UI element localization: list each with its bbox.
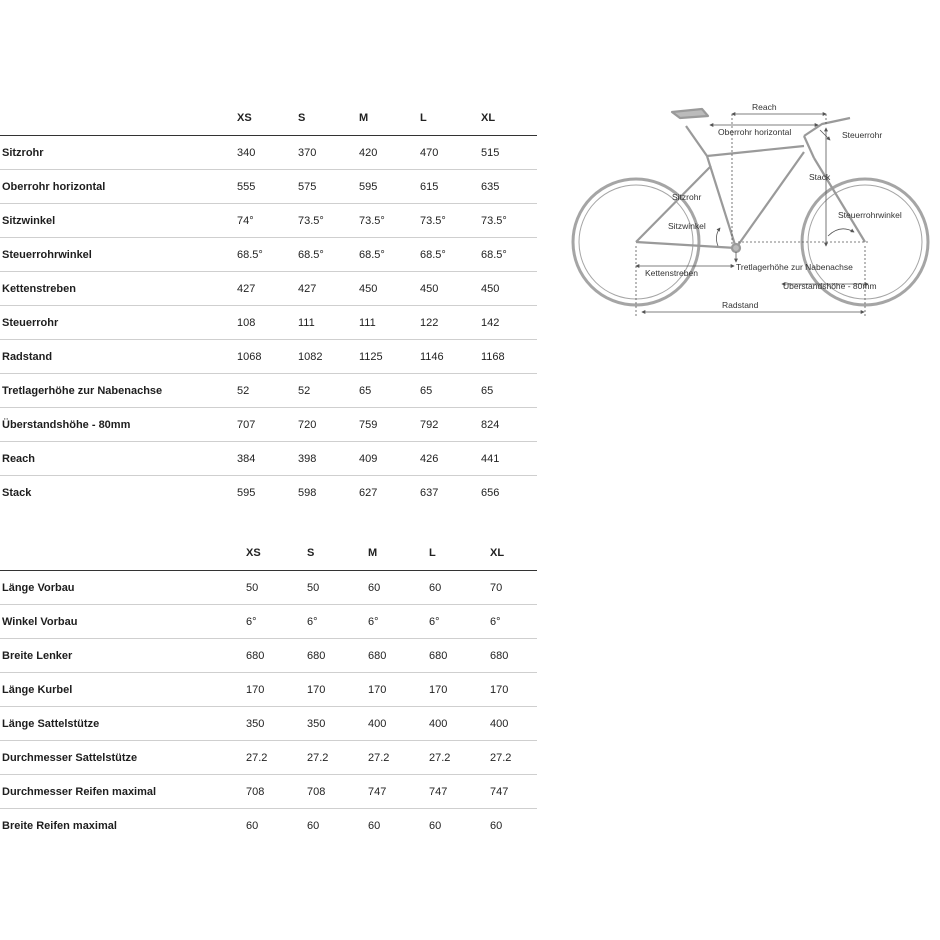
table-row — [0, 741, 537, 775]
label-stack: Stack — [809, 172, 831, 182]
table-cell: 60 — [368, 819, 381, 832]
label-sitzwinkel: Sitzwinkel — [668, 221, 706, 231]
table-cell: 60 — [246, 819, 259, 832]
table-cell: 65 — [354, 374, 415, 408]
size-header-l: L — [415, 536, 476, 571]
label-ueberstand: Überstandshöhe - 80mm — [783, 281, 877, 291]
table-cell: 6° — [476, 605, 537, 639]
size-header-l: L — [415, 101, 476, 136]
table-cell: 170 — [293, 673, 354, 707]
diagram-labels — [645, 102, 902, 310]
table-cell: 627 — [359, 486, 378, 499]
table-cell: 60 — [415, 571, 476, 605]
row-label: Steuerrohrwinkel — [0, 238, 232, 272]
table-cell: 60 — [429, 819, 442, 832]
table-cell: 747 — [354, 775, 415, 809]
table-cell: 70 — [476, 571, 537, 605]
table-cell: 400 — [415, 707, 476, 741]
row-label: Durchmesser Sattelstütze — [0, 741, 232, 775]
table-row — [0, 707, 537, 741]
row-label: Länge Kurbel — [0, 673, 232, 707]
table-cell: 680 — [415, 639, 476, 673]
table-cell: 595 — [237, 486, 256, 499]
table-cell: 708 — [232, 775, 293, 809]
table-cell: 384 — [232, 442, 293, 476]
table-cell: 68.5° — [415, 238, 476, 272]
table-cell: 27.2 — [415, 741, 476, 775]
table-cell: 73.5° — [293, 204, 354, 238]
table-cell: 680 — [232, 639, 293, 673]
table-cell: 50 — [293, 571, 354, 605]
size-header-s: S — [293, 536, 354, 571]
row-label: Länge Sattelstütze — [0, 707, 232, 741]
geometry-table-body — [0, 136, 537, 510]
table-cell: 1125 — [354, 340, 415, 374]
table-cell: 65 — [415, 374, 476, 408]
table-row — [0, 605, 537, 639]
table-cell: 615 — [415, 170, 476, 204]
table-cell: 759 — [354, 408, 415, 442]
row-label: Sitzrohr — [0, 136, 232, 170]
table-row — [0, 374, 537, 408]
table-row — [0, 673, 537, 707]
components-table — [0, 536, 537, 842]
table-cell: 441 — [476, 442, 537, 476]
table-cell: 60 — [354, 571, 415, 605]
label-oberrohr: Oberrohr horizontal — [718, 127, 792, 137]
table-cell: 111 — [293, 306, 354, 340]
table-cell: 680 — [476, 639, 537, 673]
table-cell: 398 — [293, 442, 354, 476]
table-cell: 142 — [476, 306, 537, 340]
table-row — [0, 571, 537, 605]
table-cell: 680 — [354, 639, 415, 673]
table-row — [0, 775, 537, 809]
table-cell: 400 — [354, 707, 415, 741]
table-cell: 122 — [415, 306, 476, 340]
table-cell: 27.2 — [293, 741, 354, 775]
row-label: Winkel Vorbau — [0, 605, 232, 639]
table-row — [0, 238, 537, 272]
table-cell: 1168 — [476, 340, 537, 374]
table-cell: 747 — [415, 775, 476, 809]
table-cell: 637 — [420, 486, 439, 499]
row-label: Reach — [0, 442, 232, 476]
table-cell: 575 — [293, 170, 354, 204]
table-cell: 400 — [476, 707, 537, 741]
size-header-s: S — [293, 101, 354, 136]
table-cell: 1146 — [415, 340, 476, 374]
table-cell: 170 — [415, 673, 476, 707]
table-cell: 708 — [293, 775, 354, 809]
table-cell: 635 — [476, 170, 537, 204]
table-row — [0, 408, 537, 442]
table-cell: 409 — [354, 442, 415, 476]
components-header-blank — [0, 536, 232, 571]
table-cell: 27.2 — [476, 741, 537, 775]
row-label: Kettenstreben — [0, 272, 232, 306]
table-cell: 6° — [354, 605, 415, 639]
table-cell: 427 — [232, 272, 293, 306]
table-cell: 60 — [490, 819, 503, 832]
table-cell: 824 — [476, 408, 537, 442]
table-cell: 6° — [293, 605, 354, 639]
table-cell: 170 — [232, 673, 293, 707]
components-header-row — [0, 536, 537, 571]
table-cell: 350 — [232, 707, 293, 741]
table-cell: 426 — [415, 442, 476, 476]
table-row — [0, 442, 537, 476]
table-cell: 370 — [293, 136, 354, 170]
row-label: Überstandshöhe - 80mm — [0, 408, 232, 442]
table-cell: 707 — [232, 408, 293, 442]
label-reach: Reach — [752, 102, 777, 112]
table-cell: 720 — [293, 408, 354, 442]
row-label: Oberrohr horizontal — [0, 170, 232, 204]
table-cell: 60 — [307, 819, 320, 832]
table-cell: 595 — [354, 170, 415, 204]
table-cell: 1068 — [232, 340, 293, 374]
geometry-header-blank — [0, 101, 232, 136]
table-cell: 73.5° — [476, 204, 537, 238]
table-row — [0, 136, 537, 170]
table-cell: 450 — [415, 272, 476, 306]
label-sitzrohr: Sitzrohr — [672, 192, 702, 202]
table-cell: 50 — [232, 571, 293, 605]
table-cell: 680 — [293, 639, 354, 673]
row-label: Tretlagerhöhe zur Nabenachse — [0, 374, 232, 408]
table-cell: 65 — [476, 374, 537, 408]
label-kettenstreben: Kettenstreben — [645, 268, 698, 278]
table-cell: 450 — [476, 272, 537, 306]
table-cell: 68.5° — [354, 238, 415, 272]
table-row — [0, 306, 537, 340]
geometry-table — [0, 101, 537, 509]
row-label: Radstand — [0, 340, 232, 374]
table-cell: 52 — [293, 374, 354, 408]
table-cell: 68.5° — [232, 238, 293, 272]
table-cell: 515 — [476, 136, 537, 170]
table-cell: 450 — [354, 272, 415, 306]
table-cell: 111 — [354, 306, 415, 340]
table-cell: 598 — [298, 486, 317, 499]
table-cell: 68.5° — [293, 238, 354, 272]
size-header-xl: XL — [476, 101, 537, 136]
table-row — [0, 476, 537, 510]
row-label: Sitzwinkel — [0, 204, 232, 238]
table-cell: 6° — [415, 605, 476, 639]
table-row — [0, 809, 537, 843]
table-cell: 6° — [232, 605, 293, 639]
table-cell: 1082 — [293, 340, 354, 374]
size-header-xs: XS — [232, 536, 293, 571]
row-label: Durchmesser Reifen maximal — [0, 775, 232, 809]
label-radstand: Radstand — [722, 300, 759, 310]
geometry-header-row — [0, 101, 537, 136]
label-steuerrohrwinkel: Steuerrohrwinkel — [838, 210, 902, 220]
table-cell: 74° — [232, 204, 293, 238]
table-cell: 170 — [354, 673, 415, 707]
table-cell: 350 — [293, 707, 354, 741]
row-label: Steuerrohr — [0, 306, 232, 340]
table-cell: 27.2 — [354, 741, 415, 775]
table-cell: 420 — [354, 136, 415, 170]
table-row — [0, 170, 537, 204]
row-label: Stack — [2, 486, 32, 499]
size-header-m: M — [354, 536, 415, 571]
row-label: Länge Vorbau — [0, 571, 232, 605]
table-cell: 27.2 — [232, 741, 293, 775]
table-row — [0, 204, 537, 238]
table-cell: 108 — [232, 306, 293, 340]
size-header-xs: XS — [232, 101, 293, 136]
row-label: Breite Lenker — [0, 639, 232, 673]
table-cell: 73.5° — [415, 204, 476, 238]
table-cell: 170 — [476, 673, 537, 707]
bike-geometry-diagram — [568, 96, 940, 324]
table-row — [0, 340, 537, 374]
table-cell: 68.5° — [476, 238, 537, 272]
row-label: Breite Reifen maximal — [2, 819, 117, 832]
table-cell: 52 — [232, 374, 293, 408]
table-cell: 656 — [481, 486, 500, 499]
table-row — [0, 639, 537, 673]
label-steuerrohr: Steuerrohr — [842, 130, 883, 140]
label-tretlager: Tretlagerhöhe zur Nabenachse — [736, 262, 853, 272]
table-cell: 792 — [415, 408, 476, 442]
table-cell: 555 — [232, 170, 293, 204]
size-header-m: M — [354, 101, 415, 136]
table-cell: 73.5° — [354, 204, 415, 238]
components-table-body — [0, 571, 537, 843]
size-header-xl: XL — [476, 536, 537, 571]
table-row — [0, 272, 537, 306]
table-cell: 747 — [476, 775, 537, 809]
table-cell: 470 — [415, 136, 476, 170]
table-cell: 427 — [293, 272, 354, 306]
table-cell: 340 — [232, 136, 293, 170]
